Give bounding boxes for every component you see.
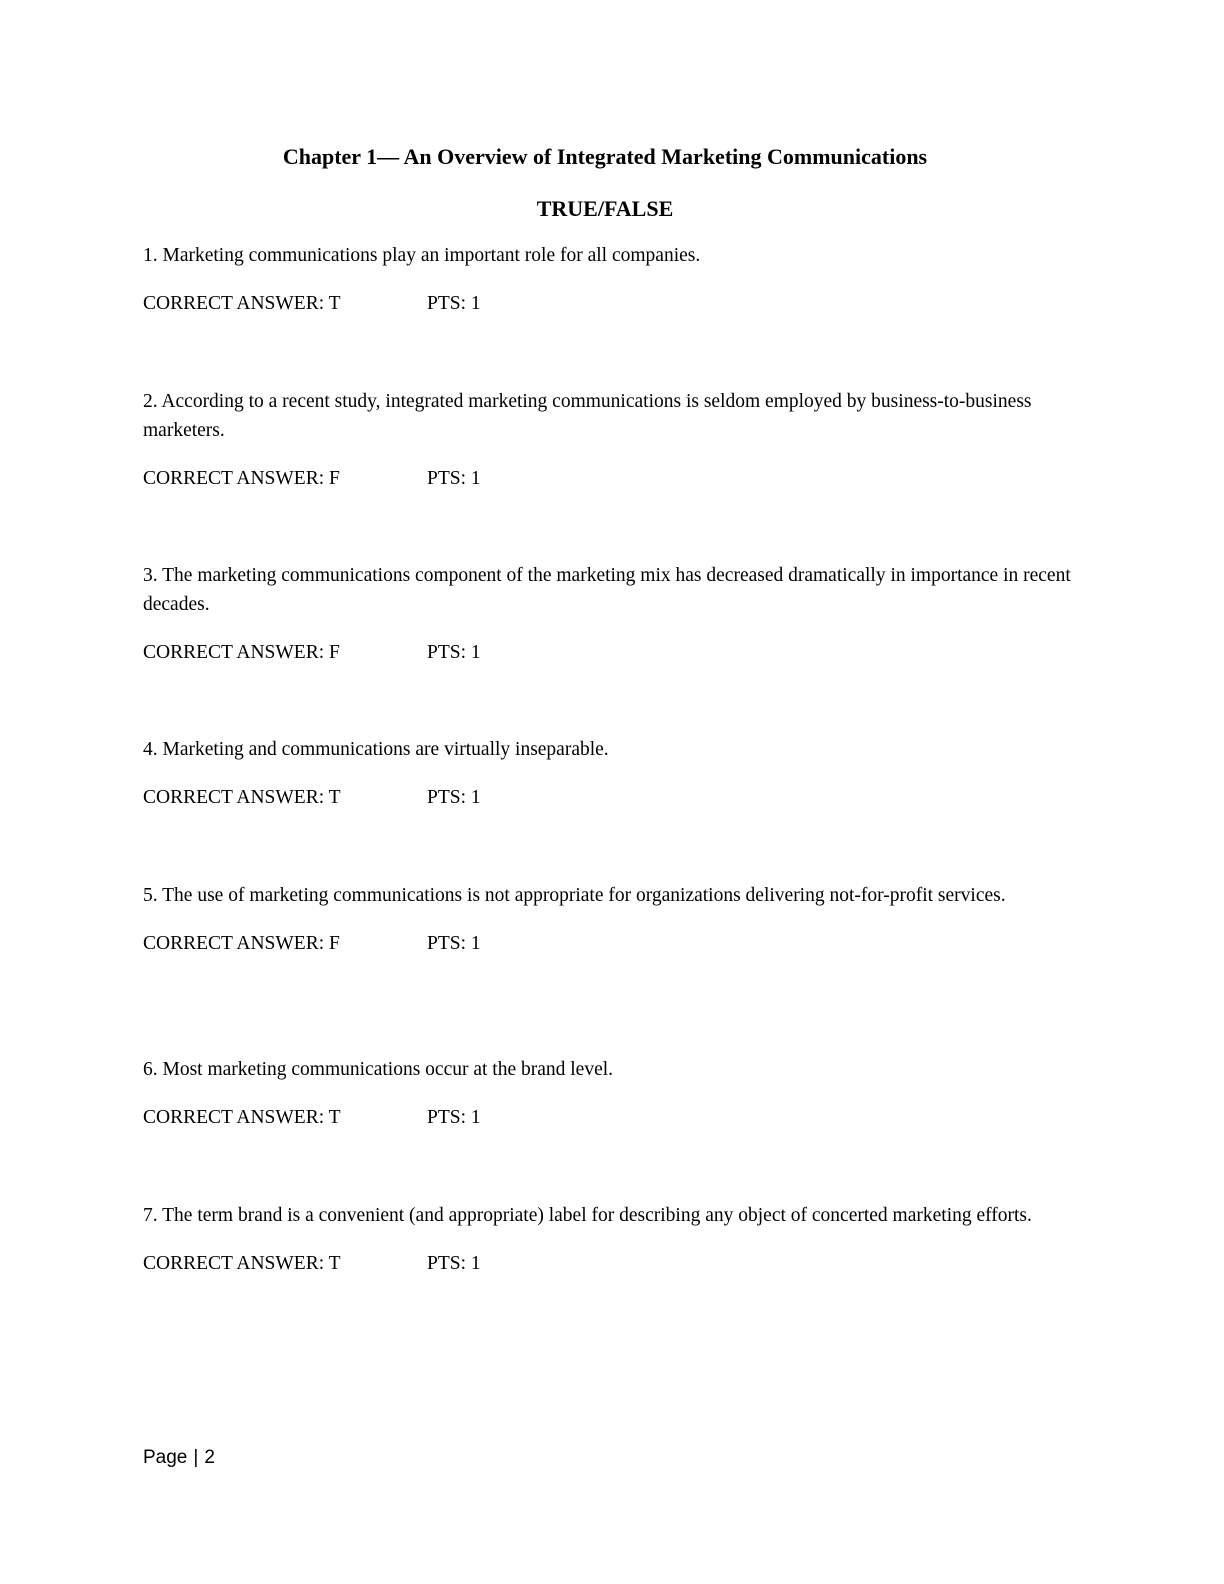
- answer-line: [143, 638, 1083, 667]
- page-number: 2: [204, 1447, 215, 1468]
- section-title: TRUE/FALSE: [536, 196, 674, 221]
- question-item: [143, 561, 1083, 735]
- correct-answer: CORRECT ANSWER: F: [143, 642, 340, 663]
- points: PTS: 1: [427, 1253, 481, 1274]
- page-label: Page: [143, 1447, 188, 1468]
- correct-answer: CORRECT ANSWER: F: [143, 468, 340, 489]
- question-text: 7. The term brand is a convenient (and appropriate) label for describing any object of concerted marketing efforts.: [143, 1205, 1032, 1226]
- question-text: 2. According to a recent study, integrated marketing communications is seldom employed by business-to-business marketers.: [143, 391, 1032, 441]
- correct-answer: CORRECT ANSWER: T: [143, 1253, 341, 1274]
- answer-line: [143, 1103, 1083, 1132]
- answer-line: [143, 289, 1083, 318]
- question-item: [143, 1201, 1083, 1375]
- points: PTS: 1: [427, 933, 481, 954]
- answer-line: [143, 464, 1083, 493]
- question-text: 4. Marketing and communications are virtually inseparable.: [143, 739, 609, 760]
- correct-answer: CORRECT ANSWER: T: [143, 293, 341, 314]
- answer-line: [143, 929, 1083, 958]
- points: PTS: 1: [427, 642, 481, 663]
- correct-answer: CORRECT ANSWER: T: [143, 787, 341, 808]
- chapter-title: Chapter 1— An Overview of Integrated Marketing Communications: [282, 144, 928, 169]
- points: PTS: 1: [427, 293, 481, 314]
- question-text: 3. The marketing communications component of the marketing mix has decreased dramatically in importance in recent decades.: [143, 565, 1071, 615]
- question-text: 5. The use of marketing communications is not appropriate for organizations delivering not-for-profit services.: [143, 885, 1006, 906]
- points: PTS: 1: [427, 1107, 481, 1128]
- answer-line: [143, 1249, 1083, 1278]
- correct-answer: CORRECT ANSWER: F: [143, 933, 340, 954]
- correct-answer: CORRECT ANSWER: T: [143, 1107, 341, 1128]
- answer-line: [143, 783, 1083, 812]
- question-text: 1. Marketing communications play an important role for all companies.: [143, 245, 701, 266]
- points: PTS: 1: [427, 468, 481, 489]
- question-list: [143, 241, 1083, 1375]
- question-item: [143, 387, 1083, 561]
- question-item: [143, 881, 1083, 1055]
- question-item: [143, 241, 1083, 387]
- page-separator: |: [193, 1447, 199, 1468]
- question-item: [143, 735, 1083, 881]
- points: PTS: 1: [427, 787, 481, 808]
- question-item: [143, 1055, 1083, 1201]
- question-text: 6. Most marketing communications occur at the brand level.: [143, 1059, 614, 1080]
- page-footer: [143, 1445, 215, 1471]
